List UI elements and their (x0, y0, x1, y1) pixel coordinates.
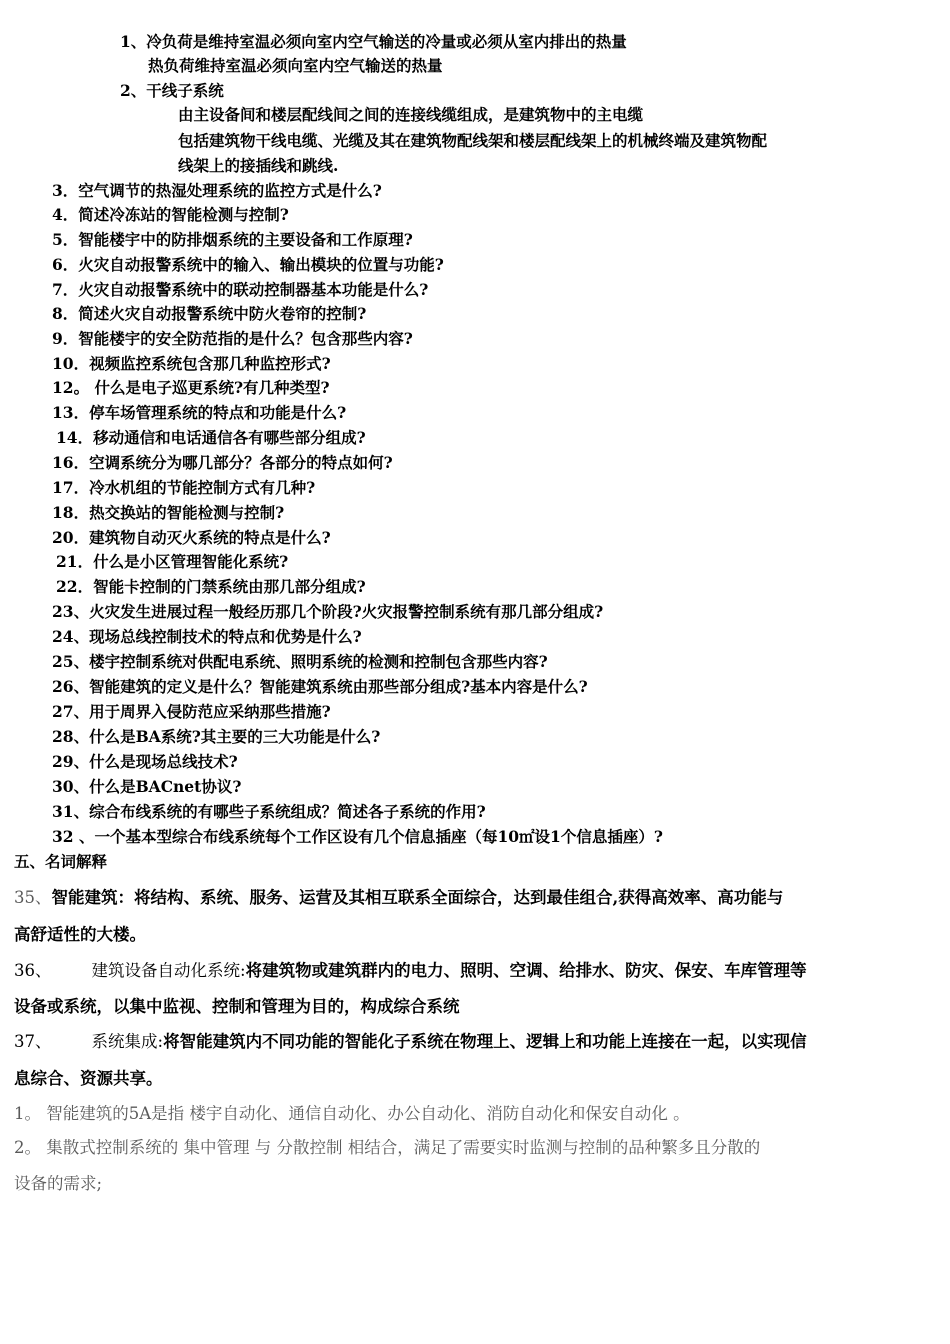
question-item: 13．停车场管理系统的特点和功能是什么? (52, 403, 347, 422)
question-item: 27、用于周界入侵防范应采纳那些措施? (52, 702, 331, 721)
fill-in-1: 1。 智能建筑的5A是指 楼宇自动化、通信自动化、办公自动化、消防自动化和保安自动化 。 (14, 1104, 690, 1123)
definition-text: 将结构、系统、服务、运营及其相互联系全面综合，达到最佳组合,获得高效率、高功能与 (134, 888, 784, 907)
definition-36-line1 (14, 960, 807, 982)
question-item: 28、什么是BA系统?其主要的三大功能是什么? (52, 727, 381, 746)
definition-number: 35、 (14, 888, 52, 907)
question-item: 29、什么是现场总线技术? (52, 752, 238, 771)
question-item: 31、综合布线系统的有哪些子系统组成？简述各子系统的作用? (52, 802, 486, 821)
question-item: 23、火灾发生进展过程一般经历那几个阶段?火灾报警控制系统有那几部分组成? (52, 602, 604, 621)
question-item: 26、智能建筑的定义是什么？智能建筑系统由那些部分组成?基本内容是什么? (52, 677, 588, 696)
line-backbone-desc-1: 由主设备间和楼层配线间之间的连接线缆组成，是建筑物中的主电缆 (178, 105, 644, 124)
question-item: 18．热交换站的智能检测与控制? (52, 503, 285, 522)
line-backbone-desc-3: 线架上的接插线和跳线. (178, 156, 339, 175)
question-item: 25、楼宇控制系统对供配电系统、照明系统的检测和控制包含那些内容? (52, 652, 548, 671)
definition-36-line2: 设备或系统，以集中监视、控制和管理为目的，构成综合系统 (14, 997, 460, 1016)
line-backbone-title: 2、干线子系统 (120, 81, 224, 100)
definition-number: 37、 (14, 1032, 52, 1051)
definition-35-line1 (14, 887, 783, 909)
line-backbone-desc-2: 包括建筑物干线电缆、光缆及其在建筑物配线架和楼层配线架上的机械终端及建筑物配 (178, 131, 768, 150)
question-item: 22．智能卡控制的门禁系统由那几部分组成? (56, 577, 366, 596)
question-item: 12。 什么是电子巡更系统?有几种类型? (52, 378, 330, 397)
fill-in-2-line2: 设备的需求; (14, 1174, 103, 1193)
question-item: 9．智能楼宇的安全防范指的是什么？包含那些内容? (52, 329, 413, 348)
line-cold-load: 1、冷负荷是维持室温必须向室内空气输送的冷量或必须从室内排出的热量 (120, 32, 627, 51)
question-item: 14．移动通信和电话通信各有哪些部分组成? (56, 428, 366, 447)
definition-term: 系统集成: (91, 1032, 164, 1051)
definition-number: 36、 (14, 961, 52, 980)
question-item: 30、什么是BACnet协议? (52, 777, 242, 796)
question-item: 8．简述火灾自动报警系统中防火卷帘的控制? (52, 304, 367, 323)
definition-35-line2: 高舒适性的大楼。 (14, 925, 146, 944)
question-item: 5．智能楼宇中的防排烟系统的主要设备和工作原理? (52, 230, 413, 249)
line-heat-load: 热负荷维持室温必须向室内空气输送的热量 (148, 56, 443, 75)
question-item: 3．空气调节的热湿处理系统的监控方式是什么? (52, 181, 382, 200)
question-item: 17．冷水机组的节能控制方式有几种? (52, 478, 316, 497)
question-item: 7．火灾自动报警系统中的联动控制器基本功能是什么? (52, 280, 429, 299)
question-item: 4．简述冷冻站的智能检测与控制? (52, 205, 289, 224)
definition-term: 建筑设备自动化系统: (91, 961, 246, 980)
question-item: 21．什么是小区管理智能化系统? (56, 552, 289, 571)
section-heading: 五、名词解释 (14, 852, 108, 871)
question-item: 32 、一个基本型综合布线系统每个工作区设有几个信息插座（每10㎡设1个信息插座）? (52, 827, 663, 846)
definition-text: 将建筑物或建筑群内的电力、照明、空调、给排水、防灾、保安、车库管理等 (245, 961, 807, 980)
definition-term: 智能建筑： (51, 888, 134, 907)
question-item: 24、现场总线控制技术的特点和优势是什么? (52, 627, 362, 646)
question-item: 10．视频监控系统包含那几种监控形式? (52, 354, 331, 373)
question-item: 20．建筑物自动灭火系统的特点是什么? (52, 528, 331, 547)
definition-37-line2: 息综合、资源共享。 (14, 1069, 163, 1088)
definition-37-line1 (14, 1031, 807, 1053)
definition-text: 将智能建筑内不同功能的智能化子系统在物理上、逻辑上和功能上连接在一起，以实现信 (163, 1032, 807, 1051)
question-item: 6．火灾自动报警系统中的输入、输出模块的位置与功能? (52, 255, 444, 274)
question-item: 16．空调系统分为哪几部分？各部分的特点如何? (52, 453, 393, 472)
fill-in-2-line1: 2。 集散式控制系统的 集中管理 与 分散控制 相结合，满足了需要实时监测与控制的品种繁多且分散的 (14, 1138, 761, 1157)
